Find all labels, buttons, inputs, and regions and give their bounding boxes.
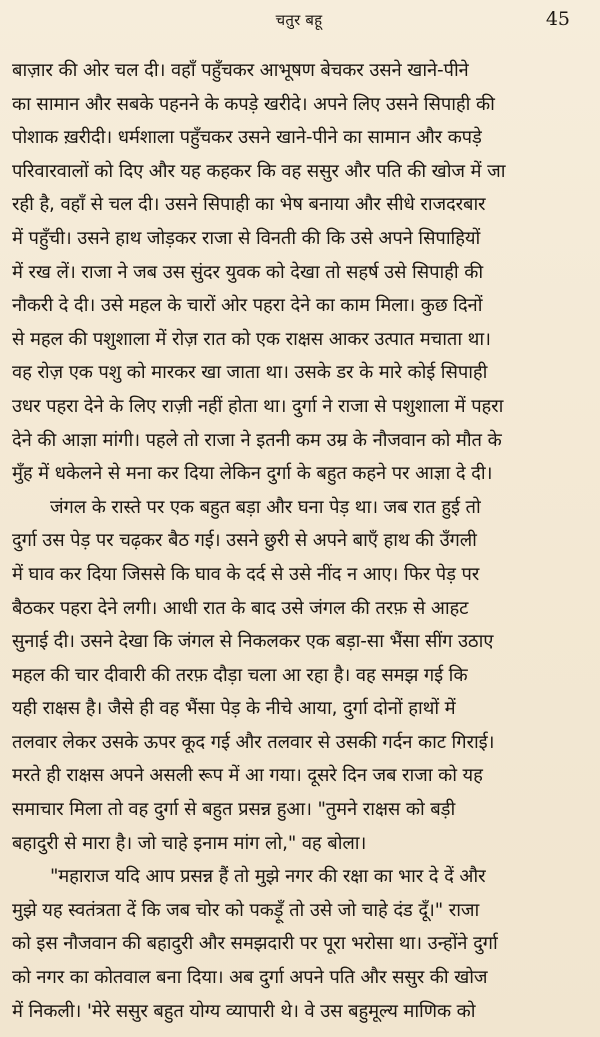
text-line: रही है, वहाँ से चल दी। उसने सिपाही का भेष बनाया और सीधे राजदरबार (12, 194, 486, 216)
text-line: यही राक्षस है। जैसे ही वह भैंसा पेड़ के नीचे आया, दुर्गा दोनों हाथों में (12, 698, 456, 720)
text-line: "महाराज यदि आप प्रसन्न हैं तो मुझे नगर की रक्षा का भार दे दें और (50, 866, 486, 888)
text-line: नौकरी दे दी। उसे महल के चारों ओर पहरा देने का काम मिला। कुछ दिनों (12, 295, 483, 317)
text-line: मुझे यह स्वतंत्रता दें कि जब चोर को पकड़ूँ तो उसे जो चाहे दंड दूँ।" राजा (12, 899, 480, 921)
text-line: में रख लें। राजा ने जब उस सुंदर युवक को देखा तो सहर्ष उसे सिपाही की (12, 261, 483, 283)
text-line: में पहुँची। उसने हाथ जोड़कर राजा से विनती की कि उसे अपने सिपाहियों (12, 227, 481, 249)
paragraph (12, 860, 586, 1028)
text-line: बहादुरी से मारा है। जो चाहे इनाम मांग लो," वह बोला। (12, 832, 367, 854)
text-line: में निकली। 'मेरे ससुर बहुत योग्य व्यापारी थे। वे उस बहुमूल्य माणिक को (12, 1000, 476, 1022)
page-number: 45 (545, 8, 570, 30)
text-line: मरते ही राक्षस अपने असली रूप में आ गया। दूसरे दिन जब राजा को यह (12, 765, 483, 787)
text-line: महल की चार दीवारी की तरफ़ दौड़ा चला आ रहा है। वह समझ गई कि (12, 664, 468, 686)
text-line: दुर्गा उस पेड़ पर चढ़कर बैठ गई। उसने छुरी से अपने बाएँ हाथ की उँगली (12, 530, 477, 552)
text-line: देने की आज्ञा मांगी। पहले तो राजा ने इतनी कम उम्र के नौजवान को मौत के (12, 429, 502, 451)
body-text (12, 54, 586, 1028)
text-line: परिवारवालों को दिए और यह कहकर कि वह ससुर और पति की खोज में जा (12, 160, 506, 182)
text-line: से महल की पशुशाला में रोज़ रात को एक राक्षस आकर उत्पात मचाता था। (12, 328, 491, 350)
paragraph (12, 491, 586, 861)
text-line: उधर पहरा देने के लिए राज़ी नहीं होता था। दुर्गा ने राजा से पशुशाला में पहरा (12, 395, 504, 417)
text-line: को नगर का कोतवाल बना दिया। अब दुर्गा अपने पति और ससुर की खोज (12, 967, 488, 989)
text-line: बैठकर पहरा देने लगी। आधी रात के बाद उसे जंगल की तरफ़ से आहट (12, 597, 469, 619)
text-line: पोशाक ख़रीदी। धर्मशाला पहुँचकर उसने खाने-पीने का सामान और कपड़े (12, 127, 482, 149)
paragraph (12, 54, 586, 491)
text-line: का सामान और सबके पहनने के कपड़े खरीदे। अपने लिए उसने सिपाही की (12, 93, 495, 115)
text-line: तलवार लेकर उसके ऊपर कूद गई और तलवार से उसकी गर्दन काट गिराई। (12, 731, 495, 753)
text-line: जंगल के रास्ते पर एक बहुत बड़ा और घना पेड़ था। जब रात हुई तो (50, 496, 481, 518)
text-line: को इस नौजवान की बहादुरी और समझदारी पर पूरा भरोसा था। उन्होंने दुर्गा (12, 933, 498, 955)
text-line: बाज़ार की ओर चल दी। वहाँ पहुँचकर आभूषण बेचकर उसने खाने-पीने (12, 60, 469, 81)
page-header (12, 6, 586, 36)
text-line: वह रोज़ एक पशु को मारकर खा जाता था। उसके डर के मारे कोई सिपाही (12, 362, 488, 384)
text-line: में घाव कर दिया जिससे कि घाव के दर्द से उसे नींद न आए। फिर पेड़ पर (12, 563, 480, 585)
text-line: सुनाई दी। उसने देखा कि जंगल से निकलकर एक बड़ा-सा भैंसा सींग उठाए (12, 631, 494, 653)
running-title: चतुर बहू (275, 11, 323, 29)
text-line: मुँह में धकेलने से मना कर दिया लेकिन दुर्गा के बहुत कहने पर आज्ञा दे दी। (12, 463, 493, 485)
text-line: समाचार मिला तो वह दुर्गा से बहुत प्रसन्न हुआ। "तुमने राक्षस को बड़ी (12, 799, 456, 821)
